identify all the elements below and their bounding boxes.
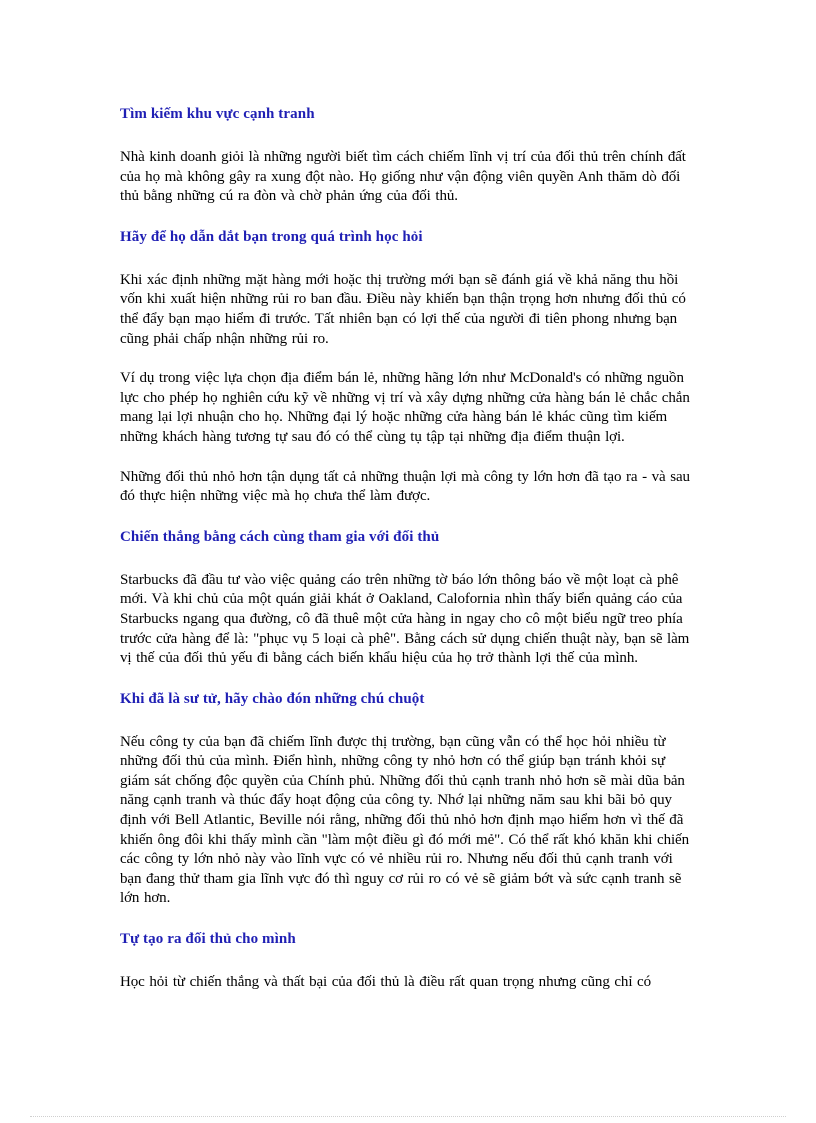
paragraph: Nhà kinh doanh giỏi là những người biết tìm cách chiếm lĩnh vị trí của đối thủ trên chính đất của họ mà không gây ra xung đột nào. Họ giống như vận động viên quyền Anh thăm dò đối thủ bằng những cú ra đòn và chờ phản ứng của đối thủ. <box>120 149 686 205</box>
paragraph: Nếu công ty của bạn đã chiếm lĩnh được thị trường, bạn cũng vẫn có thể học hỏi nhiều từ những đối thủ của mình. Điển hình, những công ty nhỏ hơn có thể giúp bạn tránh khỏi sự giám sát chống độc quyền của Chính phủ. Những đối thủ cạnh tranh nhỏ hơn sẽ mài dũa bản năng cạnh tranh và thúc đẩy hoạt động của công ty. Nhớ lại những năm sau khi bãi bỏ quy định với Bell Atlantic, Beville nói rằng, những đối thủ nhỏ hơn định mạo hiểm hơn vì thế đã khiến ông đôi khi thấy mình cần "làm một điều gì đó mới mẻ". Có thể rất khó khăn khi chiến các công ty lớn nhỏ này vào lĩnh vực có vẻ nhiều rủi ro. Nhưng nếu đối thủ cạnh tranh với bạn đang thử tham gia lĩnh vực đó thì nguy cơ rủi ro có vẻ sẽ giảm bớt và sức cạnh tranh sẽ lớn hơn. <box>120 733 690 907</box>
paragraph: Khi xác định những mặt hàng mới hoặc thị trường mới bạn sẽ đánh giá về khả năng thu hồi vốn khi xuất hiện những rủi ro ban đầu. Điều này khiến bạn thận trọng hơn nhưng đối thủ có thể đẩy bạn mạo hiểm đi trước. Tất nhiên bạn có lợi thế của người đi tiên phong nhưng bạn cũng phải chấp nhận những rủi ro. <box>120 271 686 347</box>
paragraph: Ví dụ trong việc lựa chọn địa điểm bán lẻ, những hãng lớn như McDonald's có những nguồn lực cho phép họ nghiên cứu kỹ về những vị trí và xây dựng những cửa hàng bán lẻ chắc chắn mang lại lợi nhuận cho họ. Những đại lý hoặc những cửa hàng bán lẻ khác cũng tìm kiếm những khách hàng tương tự sau đó có thể cùng tụ tập tại những địa điểm thuận lợi. <box>120 370 690 445</box>
section-heading: Tự tạo ra đối thủ cho mình <box>120 931 296 948</box>
paragraph: Học hỏi từ chiến thắng và thất bại của đối thủ là điều rất quan trọng nhưng cũng chỉ có <box>120 974 652 991</box>
section-heading: Chiến thắng bằng cách cùng tham gia với đối thủ <box>120 528 440 545</box>
section-competition-area <box>120 104 692 207</box>
page-bottom-divider <box>30 1116 786 1117</box>
section-learning-process <box>120 227 692 507</box>
section-heading: Tìm kiếm khu vực cạnh tranh <box>120 106 315 122</box>
section-heading: Khi đã là sư tử, hãy chào đón những chú chuột <box>120 690 425 707</box>
paragraph: Những đối thủ nhỏ hơn tận dụng tất cả những thuận lợi mà công ty lớn hơn đã tạo ra - và sau đó thực hiện những việc mà họ chưa thể làm được. <box>120 468 690 505</box>
document-body <box>120 104 692 1013</box>
section-lion-and-mice <box>120 689 692 909</box>
section-heading: Hãy để họ dẫn dắt bạn trong quá trình học hỏi <box>120 228 423 245</box>
paragraph: Starbucks đã đầu tư vào việc quảng cáo trên những tờ báo lớn thông báo về một loạt cà phê mới. Và khi chủ của một quán giải khát ở Oakland, Calofornia nhìn thấy biển quảng cáo của Starbucks ngang qua đường, cô đã thuê một cửa hàng in ngay cho cô một biểu ngữ treo phía trước cửa hàng để là: "phục vụ 5 loại cà phê". Bằng cách sử dụng chiến thuật này, bạn sẽ làm vị thế của đối thủ yếu đi bằng cách biến khẩu hiệu của họ trở thành lợi thế của mình. <box>120 571 690 667</box>
section-win-by-joining <box>120 527 692 669</box>
section-create-competitor <box>120 929 692 993</box>
